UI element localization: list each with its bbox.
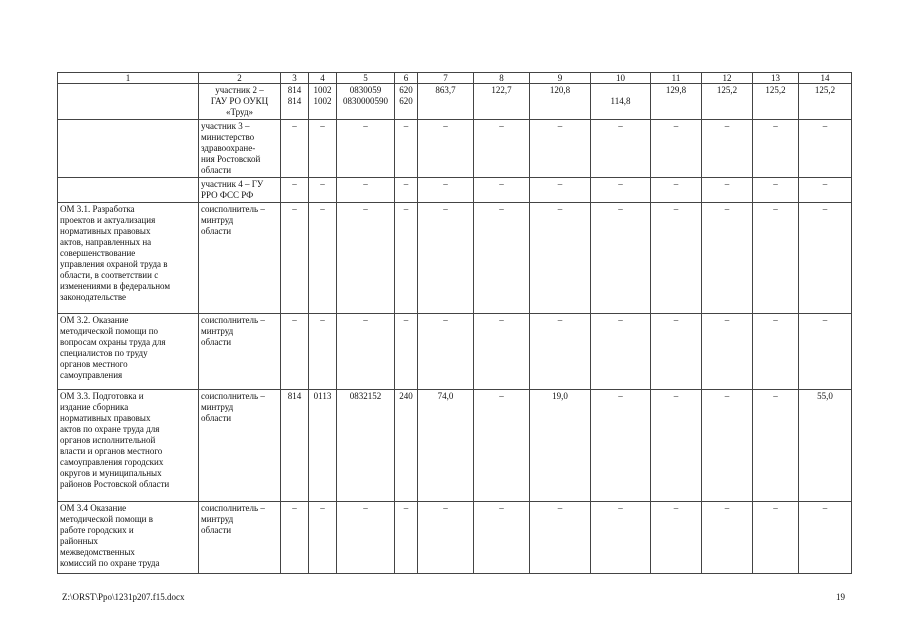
value-cell: – bbox=[530, 178, 591, 203]
value-cell: 55,0 bbox=[799, 390, 852, 502]
column-header: 6 bbox=[395, 73, 418, 84]
column-header: 9 bbox=[530, 73, 591, 84]
value-cell: – bbox=[753, 390, 799, 502]
value-cell: – bbox=[702, 314, 753, 390]
column-header: 5 bbox=[337, 73, 395, 84]
value-cell bbox=[591, 84, 651, 120]
value-cell: – bbox=[702, 178, 753, 203]
value-cell: – bbox=[591, 120, 651, 178]
table-row bbox=[58, 120, 852, 178]
column-header: 4 bbox=[309, 73, 337, 84]
column-header: 8 bbox=[474, 73, 530, 84]
value-cell: 74,0 bbox=[418, 390, 474, 502]
measure-cell: ОМ 3.2. Оказание методической помощи по вопросам охраны труда для специалистов по труду органов местного самоуправления bbox=[58, 314, 199, 390]
value-cell: – bbox=[337, 314, 395, 390]
value-cell: – bbox=[651, 203, 702, 314]
measure-cell: ОМ 3.4 Оказание методической помощи в работе городских и районных межведомственных комиссий по охране труда bbox=[58, 502, 199, 574]
value-cell: – bbox=[651, 120, 702, 178]
value-cell: – bbox=[753, 120, 799, 178]
value-cell: – bbox=[281, 120, 309, 178]
executor-cell: участник 2 – ГАУ РО ОУКЦ «Труд» bbox=[199, 84, 281, 120]
value-cell: – bbox=[651, 178, 702, 203]
rzpr-cell: 0113 bbox=[309, 390, 337, 502]
table-row bbox=[58, 502, 852, 574]
value-cell: – bbox=[530, 120, 591, 178]
value-cell: – bbox=[530, 314, 591, 390]
value-cell: 120,8 bbox=[530, 84, 591, 120]
value-cell: – bbox=[418, 203, 474, 314]
value-cell: – bbox=[702, 203, 753, 314]
csr-cell: 0832152 bbox=[337, 390, 395, 502]
value-cell: – bbox=[702, 120, 753, 178]
value-cell: – bbox=[281, 203, 309, 314]
value-cell: – bbox=[337, 502, 395, 574]
value-cell: – bbox=[395, 502, 418, 574]
value-cell: – bbox=[337, 178, 395, 203]
executor-cell: соисполнитель – минтруд области bbox=[199, 502, 281, 574]
value-cell: – bbox=[418, 120, 474, 178]
column-header: 1 bbox=[58, 73, 199, 84]
csr-cell: 0830059 0830000590 bbox=[337, 84, 395, 120]
executor-cell: соисполнитель – минтруд области bbox=[199, 203, 281, 314]
value-text: 114,8 bbox=[610, 96, 631, 106]
grbs-cell: 814 814 bbox=[281, 84, 309, 120]
value-cell: – bbox=[753, 314, 799, 390]
value-cell: – bbox=[474, 178, 530, 203]
value-cell: 863,7 bbox=[418, 84, 474, 120]
value-cell: – bbox=[753, 203, 799, 314]
value-cell: – bbox=[530, 203, 591, 314]
column-header: 7 bbox=[418, 73, 474, 84]
value-cell: – bbox=[309, 178, 337, 203]
value-cell: 122,7 bbox=[474, 84, 530, 120]
executor-cell: соисполнитель – минтруд области bbox=[199, 314, 281, 390]
value-cell: – bbox=[281, 502, 309, 574]
value-cell: – bbox=[474, 120, 530, 178]
value-cell: – bbox=[591, 314, 651, 390]
value-cell: – bbox=[702, 502, 753, 574]
table-row bbox=[58, 390, 852, 502]
column-header: 11 bbox=[651, 73, 702, 84]
value-cell: – bbox=[395, 120, 418, 178]
document-sheet bbox=[57, 72, 851, 574]
table-row bbox=[58, 84, 852, 120]
page-number: 19 bbox=[836, 592, 845, 602]
column-header: 10 bbox=[591, 73, 651, 84]
measure-cell: ОМ 3.1. Разработка проектов и актуализация нормативных правовых актов, направленных на совершенствование управления охраной труда в области, в соответствии с изменениями в федеральном законодательстве bbox=[58, 203, 199, 314]
value-cell: – bbox=[418, 178, 474, 203]
value-cell: – bbox=[281, 178, 309, 203]
grbs-cell: 814 bbox=[281, 390, 309, 502]
value-cell: – bbox=[474, 502, 530, 574]
measure-cell bbox=[58, 120, 199, 178]
file-path-footer: Z:\ORST\Ppo\1231p207.f15.docx bbox=[62, 592, 185, 602]
executor-cell: участник 4 – ГУ РРО ФСС РФ bbox=[199, 178, 281, 203]
vr-cell: 620 620 bbox=[395, 84, 418, 120]
value-cell: – bbox=[799, 314, 852, 390]
value-cell: 125,2 bbox=[753, 84, 799, 120]
value-cell: – bbox=[530, 502, 591, 574]
value-cell: – bbox=[651, 314, 702, 390]
column-header: 12 bbox=[702, 73, 753, 84]
program-table bbox=[57, 72, 852, 574]
value-cell: – bbox=[651, 390, 702, 502]
value-cell: – bbox=[309, 314, 337, 390]
value-cell: – bbox=[395, 314, 418, 390]
value-cell: – bbox=[591, 390, 651, 502]
value-cell: – bbox=[418, 314, 474, 390]
value-cell: – bbox=[799, 502, 852, 574]
table-row bbox=[58, 178, 852, 203]
value-cell: – bbox=[418, 502, 474, 574]
value-cell: – bbox=[395, 178, 418, 203]
value-cell: – bbox=[474, 314, 530, 390]
value-cell: – bbox=[281, 314, 309, 390]
header-row bbox=[58, 73, 852, 84]
column-header: 3 bbox=[281, 73, 309, 84]
value-cell: 19,0 bbox=[530, 390, 591, 502]
value-cell: – bbox=[591, 203, 651, 314]
measure-cell bbox=[58, 178, 199, 203]
value-cell: – bbox=[799, 203, 852, 314]
value-cell: – bbox=[702, 390, 753, 502]
table-row bbox=[58, 203, 852, 314]
value-cell: – bbox=[309, 203, 337, 314]
column-header: 14 bbox=[799, 73, 852, 84]
value-cell: – bbox=[474, 203, 530, 314]
value-cell: – bbox=[591, 502, 651, 574]
value-cell: – bbox=[309, 120, 337, 178]
value-cell: – bbox=[651, 502, 702, 574]
vr-cell: 240 bbox=[395, 390, 418, 502]
value-cell: – bbox=[337, 203, 395, 314]
value-cell: – bbox=[753, 502, 799, 574]
value-cell: – bbox=[395, 203, 418, 314]
value-cell: – bbox=[799, 120, 852, 178]
table-row bbox=[58, 314, 852, 390]
measure-cell bbox=[58, 84, 199, 120]
measure-cell: ОМ 3.3. Подготовка и издание сборника нормативных правовых актов по охране труда для органов исполнительной власти и органов местного самоуправления городских округов и муниципальных районов Ростовской области bbox=[58, 390, 199, 502]
value-cell: 129,8 bbox=[651, 84, 702, 120]
executor-cell: соисполнитель – минтруд области bbox=[199, 390, 281, 502]
value-cell: – bbox=[474, 390, 530, 502]
value-cell: 125,2 bbox=[799, 84, 852, 120]
value-cell: – bbox=[799, 178, 852, 203]
column-header: 2 bbox=[199, 73, 281, 84]
value-cell: 125,2 bbox=[702, 84, 753, 120]
executor-cell: участник 3 – министерство здравоохране- ния Ростовской области bbox=[199, 120, 281, 178]
column-header: 13 bbox=[753, 73, 799, 84]
value-cell: – bbox=[753, 178, 799, 203]
value-cell: – bbox=[591, 178, 651, 203]
value-cell: – bbox=[309, 502, 337, 574]
value-cell: – bbox=[337, 120, 395, 178]
rzpr-cell: 1002 1002 bbox=[309, 84, 337, 120]
